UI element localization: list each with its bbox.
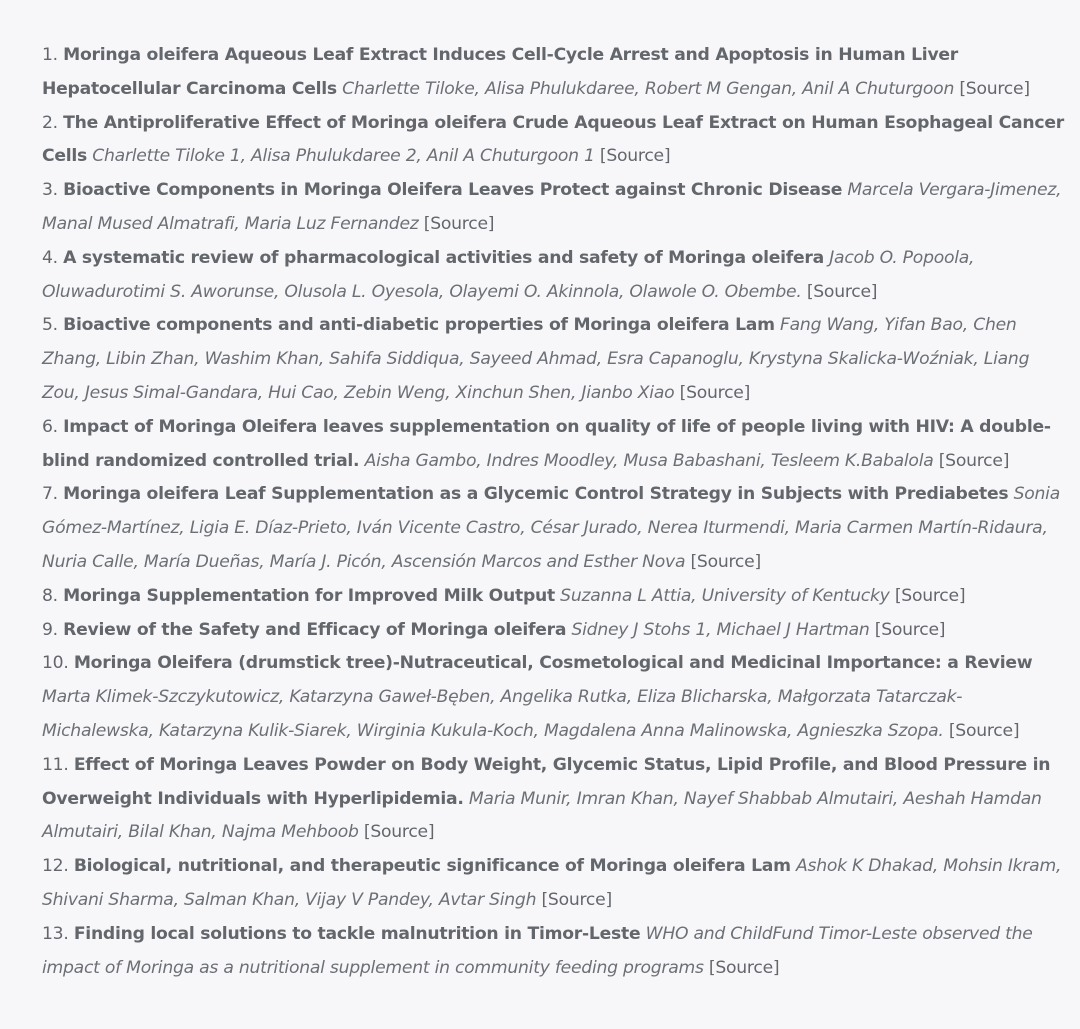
reference-item — [42, 850, 1066, 918]
reference-item — [42, 647, 1066, 748]
reference-authors: Jacob O. Popoola, Oluwadurotimi S. Aworunse, Olusola L. Oyesola, Olayemi O. Akinnola, Olawole O. Obembe. — [42, 247, 975, 302]
source-link[interactable]: [Source] — [959, 78, 1030, 99]
reference-title: Biological, nutritional, and therapeutic significance of Moringa oleifera Lam — [73, 856, 791, 877]
reference-title: Bioactive Components in Moringa Oleifera Leaves Protect against Chronic Disease — [63, 180, 843, 201]
source-link[interactable]: [Source] — [541, 889, 612, 910]
reference-authors: Suzanna L Attia, University of Kentucky — [560, 585, 890, 606]
reference-title: The Antiproliferative Effect of Moringa oleifera Crude Aqueous Leaf Extract on Human Esophageal Cancer Cells — [42, 112, 1064, 167]
reference-item — [42, 242, 1066, 310]
reference-item — [42, 478, 1066, 579]
reference-list — [42, 39, 1066, 985]
source-link[interactable]: [Source] — [423, 213, 495, 234]
reference-item — [42, 580, 1066, 614]
reference-number: 5. — [42, 315, 58, 336]
reference-authors: Ashok K Dhakad, Mohsin Ikram, Shivani Sharma, Salman Khan, Vijay V Pandey, Avtar Singh — [42, 856, 1062, 910]
reference-number: 3. — [42, 180, 58, 201]
reference-item — [42, 309, 1066, 410]
reference-number: 10. — [42, 653, 69, 674]
source-link[interactable]: [Source] — [874, 619, 946, 640]
source-link[interactable]: [Source] — [708, 957, 780, 978]
source-link[interactable]: [Source] — [894, 585, 966, 606]
reference-item — [42, 411, 1066, 479]
reference-title: Moringa Oleifera (drumstick tree)-Nutraceutical, Cosmetological and Medicinal Importance: a Review — [73, 653, 1033, 674]
reference-authors: Marta Klimek-Szczykutowicz, Katarzyna Gaweł-Bęben, Angelika Rutka, Eliza Blicharska, Małgorzata Tatarczak-Michalewska, Katarzyna Kulik-Siarek, Wirginia Kukula-Koch, Magdalena Anna Malinowska, Agnieszka Szopa. — [42, 687, 963, 741]
reference-authors: Charlette Tiloke 1, Alisa Phulukdaree 2, Anil A Chuturgoon 1 — [92, 146, 595, 167]
reference-number: 13. — [42, 923, 69, 944]
reference-authors: Fang Wang, Yifan Bao, Chen Zhang, Libin Zhan, Washim Khan, Sahifa Siddiqua, Sayeed Ahmad, Esra Capanoglu, Krystyna Skalicka-Woźniak, Liang Zou, Jesus Simal-Gandara, Hui Cao, Zebin Weng, Xinchun Shen, Jianbo Xiao — [42, 315, 1030, 403]
source-link[interactable]: [Source] — [679, 382, 751, 403]
reference-number: 8. — [42, 585, 58, 606]
reference-number: 7. — [42, 484, 58, 505]
reference-number: 9. — [42, 619, 58, 640]
reference-number: 1. — [42, 45, 58, 65]
reference-authors: Marcela Vergara-Jimenez, Manal Mused Almatrafi, Maria Luz Fernandez — [42, 180, 1062, 234]
reference-title: A systematic review of pharmacological activities and safety of Moringa oleifera — [63, 247, 825, 268]
reference-title: Finding local solutions to tackle malnutrition in Timor-Leste — [73, 923, 641, 944]
reference-authors: Maria Munir, Imran Khan, Nayef Shabbab Almutairi, Aeshah Hamdan Almutairi, Bilal Khan, Najma Mehboob — [42, 788, 1042, 843]
reference-authors: Charlette Tiloke, Alisa Phulukdaree, Robert M Gengan, Anil A Chuturgoon — [342, 78, 955, 99]
reference-number: 6. — [42, 416, 58, 437]
reference-authors: Sidney J Stohs 1, Michael J Hartman — [571, 619, 870, 640]
reference-number: 12. — [42, 856, 69, 877]
source-link[interactable]: [Source] — [363, 822, 435, 843]
reference-authors: Sonia Gómez-Martínez, Ligia E. Díaz-Prieto, Iván Vicente Castro, César Jurado, Nerea Iturmendi, Maria Carmen Martín-Ridaura, Nuria Calle, María Dueñas, María J. Picón, Ascensión Marcos and Esther Nova — [42, 484, 1060, 572]
reference-authors: Aisha Gambo, Indres Moodley, Musa Babashani, Tesleem K.Babalola — [364, 450, 934, 471]
source-link[interactable]: [Source] — [690, 551, 761, 572]
reference-title: Moringa Supplementation for Improved Milk Output — [63, 585, 555, 606]
reference-title: Impact of Moringa Oleifera leaves supplementation on quality of life of people living with HIV: A double-blind randomized controlled trial. — [42, 416, 1051, 471]
reference-title: Moringa oleifera Leaf Supplementation as a Glycemic Control Strategy in Subjects with Prediabetes — [63, 484, 1009, 505]
reference-item — [42, 918, 1066, 986]
reference-title: Review of the Safety and Efficacy of Moringa oleifera — [63, 619, 567, 640]
reference-authors: WHO and ChildFund Timor-Leste observed the impact of Moringa as a nutritional supplement in community feeding programs — [42, 923, 1033, 978]
source-link[interactable]: [Source] — [599, 146, 671, 167]
reference-number: 11. — [42, 754, 69, 775]
reference-item — [42, 107, 1066, 175]
reference-item — [42, 749, 1066, 850]
reference-item — [42, 174, 1066, 242]
reference-item — [42, 614, 1066, 648]
reference-number: 4. — [42, 247, 58, 268]
source-link[interactable]: [Source] — [938, 450, 1010, 471]
reference-title: Effect of Moringa Leaves Powder on Body Weight, Glycemic Status, Lipid Profile, and Blood Pressure in Overweight Individuals with Hyperlipidemia. — [42, 754, 1051, 809]
reference-item — [42, 39, 1066, 107]
reference-title: Bioactive components and anti-diabetic properties of Moringa oleifera Lam — [63, 315, 775, 336]
source-link[interactable]: [Source] — [806, 281, 878, 302]
reference-title: Moringa oleifera Aqueous Leaf Extract Induces Cell-Cycle Arrest and Apoptosis in Human Liver Hepatocellular Carcinoma Cells — [42, 45, 959, 99]
reference-number: 2. — [42, 112, 58, 133]
source-link[interactable]: [Source] — [948, 720, 1020, 741]
